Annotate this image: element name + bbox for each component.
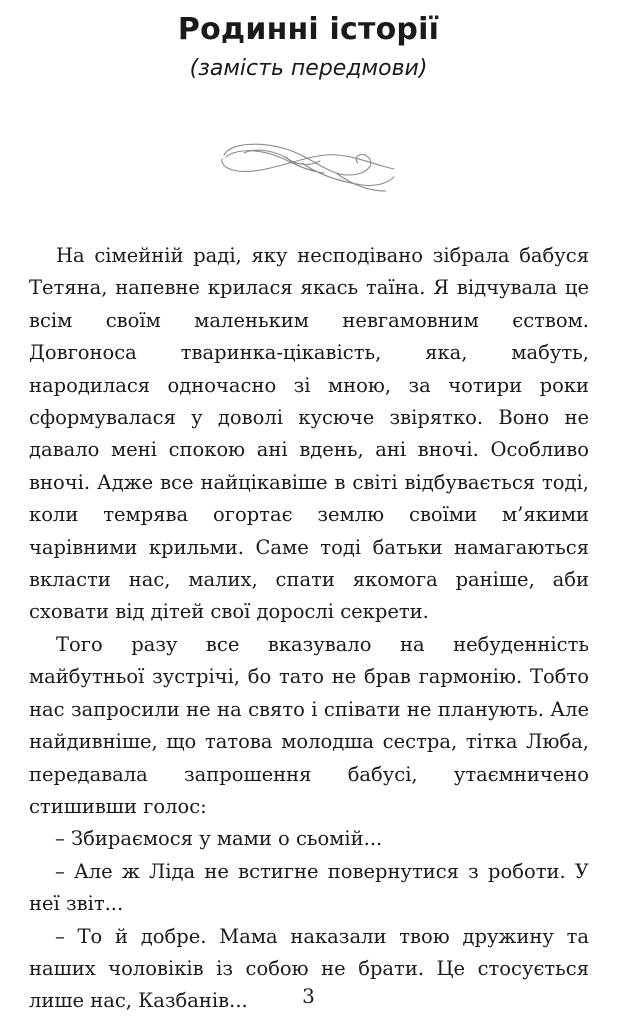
chapter-title: Родинні історії (177, 12, 440, 47)
dialogue-line: – То й добре. Мама наказали твою дружину та наших чоловіків із собою не брати. Це стосується лише нас, Казбанів... (29, 924, 589, 1013)
paragraph: На сімейній раді, яку несподівано зібрала бабуся Тетяна, напевне крилася якась таїна. Я відчувала це всім своїм маленьким невгамовним єством. Довгоноса тваринка-цікавість, яка, мабуть, народилася одночасно зі мною, за чотири роки сформувалася у доволі кусюче звірятко. Воно не давало мені спокою ані вдень, ані вночі. Особливо вночі. Адже все найцікавіше в світі відбувається тоді, коли темрява огортає землю своїми м’якими чарівними крильми. Саме тоді батьки намагаються вкласти нас, малих, спати якомога раніше, аби сховати від дітей свої дорослі секрети. (29, 244, 589, 624)
dialogue-line: – Але ж Ліда не встигне повернутися з роботи. У неї звіт... (29, 859, 589, 916)
dialogue-line: – Збираємося у мами о сьомій... (55, 827, 383, 851)
paragraph: Того разу все вказувало на небуденність майбутньої зустрічі, бо тато не брав гармонію. Тобто нас запросили не на свято і співати не планують. Але найдивніше, що татова молодша сестра, тітка Люба, передавала запрошення бабусі, утаємничено стишивши голос: (29, 632, 589, 818)
body-text (29, 240, 589, 1018)
chapter-subtitle: (замість передмови) (189, 56, 428, 81)
page-number: 3 (302, 984, 315, 1008)
flourish-ornament-icon (216, 135, 401, 195)
